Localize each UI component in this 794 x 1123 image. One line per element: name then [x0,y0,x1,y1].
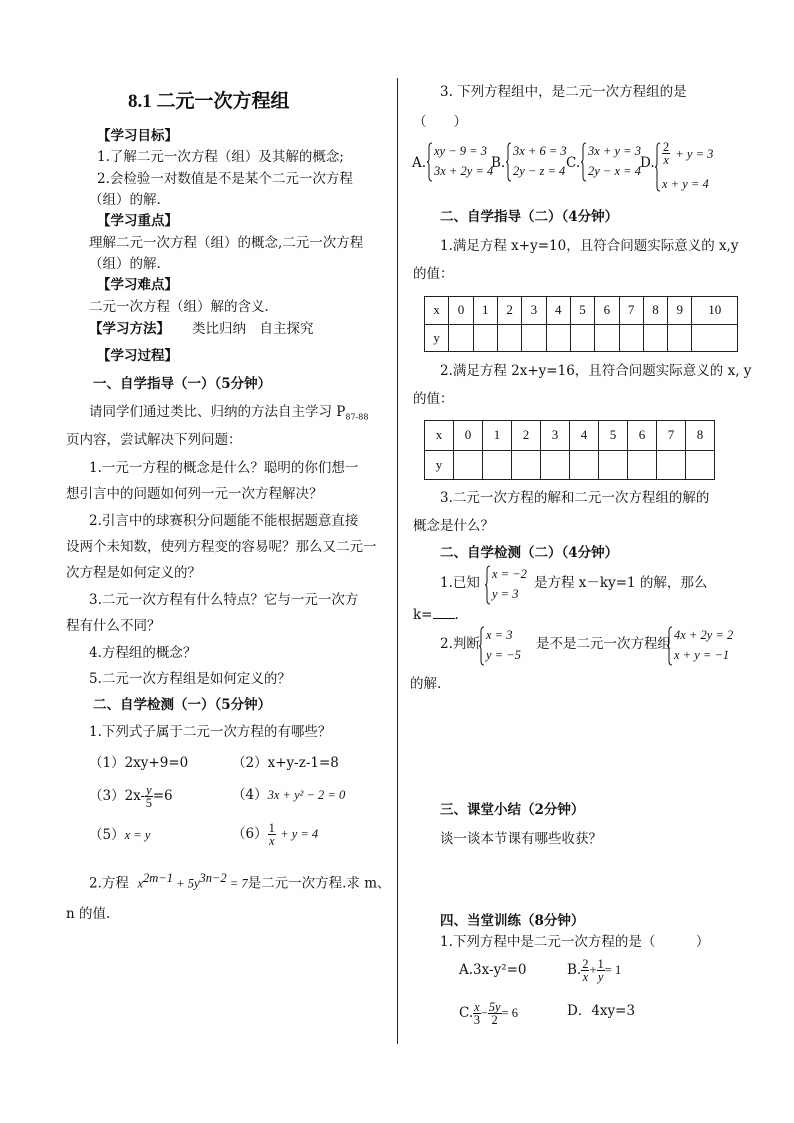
table-cell [668,324,692,352]
given-y: y = 3 [492,587,519,601]
table-cell [570,450,599,480]
table-cell: 7 [657,421,686,451]
brace-icon [478,625,486,667]
table-cell [657,450,686,480]
answer-blank [433,606,455,619]
brace-icon [654,141,662,193]
section-self-guide-2-heading: 二、自学指导（二）（4分钟） [440,209,619,225]
table-cell [512,450,541,480]
key-item: 理解二元一次方程（组）的概念,二元一次方程 [89,235,364,251]
check-question-2-cont: n 的值. [66,906,111,922]
brace-icon [666,625,674,667]
option-d-eq2: x + y = 4 [662,177,709,191]
question-1: 1.一元一方程的概念是什么？聪明的你们想一 [89,460,359,476]
option-c-system [580,141,642,183]
task-3-cont: 概念是什么？ [413,518,494,534]
table-cell [483,450,512,480]
option-5: （5）x = y [89,827,151,843]
process-heading: 【学习过程】 [97,348,178,364]
table-cell: 0 [449,297,473,325]
page-title: 8.1 二元一次方程组 [128,91,290,112]
option-a-label: A. [412,155,427,171]
goal-item-2: 2.会检验一对数值是不是某个二元一次方程 [97,171,353,187]
brace-icon [426,141,434,183]
option-c-label: C. [566,155,581,171]
table-row-y [425,324,738,352]
question-2-cont: 设两个未知数，使列方程变的容易呢？那么又二元一 [66,539,377,555]
table-cell [599,450,628,480]
question-2: 2.引言中的球赛积分问题能不能根据题意直接 [89,513,359,529]
goal-item-1: 1.了解二元一次方程（组）及其解的概念; [97,149,344,165]
option-a-eq2: 3x + 2y = 4 [434,164,494,178]
table-header-cell: x [425,297,449,325]
option-d-system: $\frac{2}{x}$ + y = 3 x + y = 4 [654,141,724,193]
task-1: 1.满足方程 x+y=10，且符合问题实际意义的 x,y [440,238,739,254]
key-heading: 【学习重点】 [97,213,178,229]
table-cell [541,450,570,480]
table-cell: 5 [599,421,628,451]
option-d-label: D. [640,155,655,171]
target-eq2: x + y = −1 [674,648,730,662]
section-self-guide-1-heading: 一、自学指导（一）（5分钟） [93,376,272,392]
practice-option-c: C. $\frac{x}{3}$ − $\frac{5y}{2}$ = 6 [459,1000,519,1027]
section-practice-heading: 四、当堂训练（8分钟） [440,913,585,929]
question-5: 5.二元一次方程组是如何定义的？ [89,671,291,687]
check2-q1-line2: k= . [413,607,459,623]
column-divider [397,78,398,1044]
value-table-2 [424,420,715,480]
task-3: 3.二元一次方程的解和二元一次方程组的解的 [440,490,710,506]
table-cell: 8 [686,421,715,451]
goal-item-2-cont: （组）的解. [89,192,161,208]
table-cell [686,450,715,480]
table-cell [522,324,546,352]
answer-paren: （ ） [413,114,467,130]
table-cell: 6 [628,421,657,451]
table-cell: 5 [570,297,594,325]
table-row-x [425,297,738,325]
table-row-y [425,450,715,480]
table-cell [546,324,570,352]
table-cell: 3 [541,421,570,451]
practice-option-b: B. $\frac{2}{x}$ + $\frac{1}{y}$ = 1 [567,957,622,984]
candidate-solution-system [478,625,528,667]
option-a-eq1: xy − 9 = 3 [434,144,487,158]
check2-q1-post: 是方程 x－ky=1 的解，那么 [534,575,708,591]
option-b-label: B. [491,155,506,171]
value-table-1 [424,296,738,352]
table-cell: 7 [619,297,643,325]
brace-icon [484,564,492,606]
difficulty-item: 二元一次方程（组）解的含义. [89,299,269,315]
self-guide-intro: 请同学们通过类比、归纳的方法自主学习 $P_{87-88}$ [89,404,369,422]
task-2: 2.满足方程 2x+y=16，且符合问题实际意义的 x, y [440,363,752,379]
table-cell [619,324,643,352]
practice-option-d: D．4xy=3 [567,1003,636,1019]
option-6: （6） $\frac{1}{x}$ + y = 4 [232,821,319,848]
goal-heading: 【学习目标】 [97,128,178,144]
table-cell: 10 [692,297,738,325]
method-text: 类比归纳 自主探究 [192,321,314,337]
question-4: 4.方程组的概念？ [89,645,197,661]
table-cell: 1 [483,421,512,451]
task-1-cont: 的值： [413,266,454,282]
option-b-eq1: 3x + 6 = 3 [513,144,567,158]
brace-icon [505,141,513,183]
table-cell [497,324,521,352]
difficulty-heading: 【学习难点】 [97,277,178,293]
table-cell: 3 [522,297,546,325]
table-cell: 0 [454,421,483,451]
question-1-cont: 想引言中的问题如何列一元一次方程解决？ [66,486,323,502]
table-cell [449,324,473,352]
table-cell: 2 [497,297,521,325]
check2-q2-line2: 的解. [410,676,442,692]
option-c-eq2: 2y − x = 4 [588,164,641,178]
table-cell: 6 [595,297,619,325]
summary-text: 谈一谈本节课有哪些收获？ [440,831,602,847]
option-b-system [505,141,567,183]
method-heading: 【学习方法】 [89,321,170,337]
table-cell [570,324,594,352]
candidate-x: x = 3 [486,628,513,642]
check2-q1-pre: 1.已知 [440,575,480,591]
section-summary-heading: 三、课堂小结（2分钟） [440,802,585,818]
option-1: （1）2xy+9=0 [89,755,189,771]
target-system [666,625,736,667]
task-2-cont: 的值： [413,391,454,407]
table-cell: 4 [546,297,570,325]
self-guide-intro-cont: 页内容，尝试解决下列问题： [66,432,242,448]
table-header-cell: x [425,421,454,451]
table-cell: 1 [473,297,497,325]
check2-q2-mid: 是不是二元一次方程组 [536,636,671,652]
question-r3: 3. 下列方程组中，是二元一次方程组的是 [440,84,687,100]
question-2-cont-2: 次方程是如何定义的？ [66,565,201,581]
section-self-check-2-heading: 二、自学检测（二）（4分钟） [440,545,619,561]
question-3-cont: 程有什么不同？ [66,618,161,634]
page-range: 87-88 [345,412,369,422]
table-cell [454,450,483,480]
check-question-2: 2.方程 $x^{2m-1} + 5y^{3n-2} = 7$是二元一次方程.求 m、 [89,871,391,892]
key-item-cont: （组）的解. [89,256,161,272]
practice-option-a: A.3x-y²=0 [459,962,527,978]
table-cell: 8 [643,297,667,325]
table-cell [692,324,738,352]
option-b-eq2: 2y − z = 4 [513,164,566,178]
section-self-check-1-heading: 二、自学检测（一）（5分钟） [93,697,272,713]
option-3: （3）2x- $\frac{y}{5}$ =6 [89,783,173,810]
check2-q2-pre: 2.判断 [440,636,480,652]
table-cell: 9 [668,297,692,325]
table-header-cell: y [425,450,454,480]
candidate-y: y = −5 [486,648,521,662]
table-cell [595,324,619,352]
brace-icon [580,141,588,183]
question-3: 3.二元一次方程有什么特点？它与一元一次方 [89,592,359,608]
practice-question-1: 1.下列方程中是二元一次方程的是（ ） [440,934,710,950]
table-cell [473,324,497,352]
table-cell [643,324,667,352]
table-header-cell: y [425,324,449,352]
option-2: （2）x+y-z-1=8 [232,755,339,771]
given-solution-system [484,564,534,606]
option-c-eq1: 3x + y = 3 [588,144,641,158]
table-row-x [425,421,715,451]
table-cell [628,450,657,480]
target-eq1: 4x + 2y = 2 [674,628,734,642]
table-cell: 4 [570,421,599,451]
option-a-system [426,141,496,183]
option-4: （4）3x + y² − 2 = 0 [232,787,346,803]
table-cell: 2 [512,421,541,451]
check-question-1: 1.下列式子属于二元一次方程的有哪些？ [89,724,332,740]
given-x: x = −2 [492,567,527,581]
